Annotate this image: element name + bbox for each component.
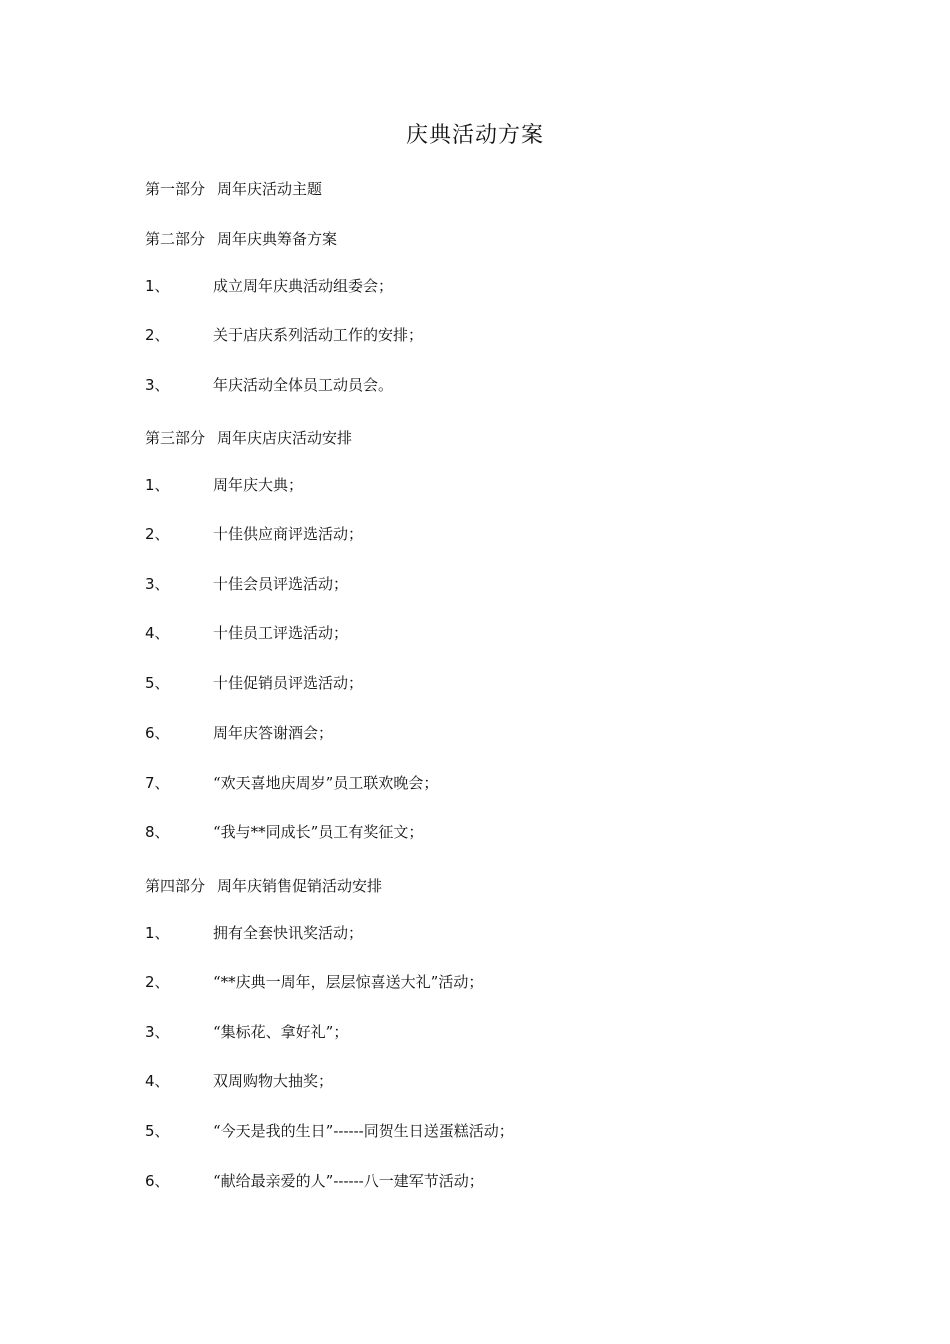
list-item bbox=[145, 1121, 514, 1141]
section-title: 周年庆活动主题 bbox=[217, 180, 323, 198]
list-item-text: “献给最亲爱的人”------八一建军节活动； bbox=[213, 1172, 484, 1190]
list-item-number: 1、 bbox=[145, 476, 170, 494]
list-item-number: 6、 bbox=[145, 724, 170, 742]
list-item-number: 4、 bbox=[145, 1072, 170, 1090]
list-item-number: 8、 bbox=[145, 823, 170, 841]
list-item-number: 2、 bbox=[145, 973, 170, 991]
list-item-text: 十佳供应商评选活动； bbox=[213, 525, 364, 543]
section-number: 第三部分 bbox=[145, 429, 206, 447]
section-heading-2 bbox=[145, 229, 337, 249]
list-item bbox=[145, 276, 393, 296]
section-title: 周年庆典筹备方案 bbox=[217, 230, 338, 248]
list-item-text: 成立周年庆典活动组委会； bbox=[213, 277, 394, 295]
list-item-number: 1、 bbox=[145, 924, 170, 942]
list-item bbox=[145, 1022, 348, 1042]
section-number: 第二部分 bbox=[145, 230, 206, 248]
list-item-text: 年庆活动全体员工动员会。 bbox=[213, 376, 394, 394]
list-item bbox=[145, 375, 393, 395]
list-item-text: “**庆典一周年，层层惊喜送大礼”活动； bbox=[213, 973, 484, 991]
list-item bbox=[145, 822, 423, 842]
list-item-number: 2、 bbox=[145, 326, 170, 344]
list-item-number: 7、 bbox=[145, 774, 170, 792]
list-item-text: 关于店庆系列活动工作的安排； bbox=[213, 326, 424, 344]
list-item bbox=[145, 723, 333, 743]
list-item bbox=[145, 524, 363, 544]
list-item-number: 5、 bbox=[145, 1122, 170, 1140]
list-item-text: “欢天喜地庆周岁”员工联欢晚会； bbox=[213, 774, 439, 792]
list-item-text: 双周购物大抽奖； bbox=[213, 1072, 334, 1090]
list-item-number: 6、 bbox=[145, 1172, 170, 1190]
list-item-number: 2、 bbox=[145, 525, 170, 543]
list-item bbox=[145, 623, 348, 643]
section-number: 第一部分 bbox=[145, 180, 206, 198]
section-number: 第四部分 bbox=[145, 877, 206, 895]
list-item-number: 4、 bbox=[145, 624, 170, 642]
list-item-text: 十佳员工评选活动； bbox=[213, 624, 349, 642]
list-item bbox=[145, 673, 363, 693]
list-item bbox=[145, 1071, 333, 1091]
list-item-text: 周年庆大典； bbox=[213, 476, 304, 494]
list-item-text: 十佳促销员评选活动； bbox=[213, 674, 364, 692]
list-item-number: 5、 bbox=[145, 674, 170, 692]
list-item bbox=[145, 923, 363, 943]
list-item bbox=[145, 475, 303, 495]
list-item-text: 拥有全套快讯奖活动； bbox=[213, 924, 364, 942]
list-item bbox=[145, 325, 423, 345]
list-item-text: 十佳会员评选活动； bbox=[213, 575, 349, 593]
list-item-number: 3、 bbox=[145, 1023, 170, 1041]
list-item-number: 3、 bbox=[145, 575, 170, 593]
list-item bbox=[145, 1171, 484, 1191]
document-title: 庆典活动方案 bbox=[405, 123, 544, 148]
list-item-number: 3、 bbox=[145, 376, 170, 394]
section-title: 周年庆店庆活动安排 bbox=[217, 429, 353, 447]
list-item-text: “今天是我的生日”------同贺生日送蛋糕活动； bbox=[213, 1122, 514, 1140]
list-item-number: 1、 bbox=[145, 277, 170, 295]
list-item bbox=[145, 574, 348, 594]
list-item bbox=[145, 972, 483, 992]
list-item-text: “集标花、拿好礼”； bbox=[213, 1023, 349, 1041]
list-item-text: 周年庆答谢酒会； bbox=[213, 724, 334, 742]
list-item bbox=[145, 773, 438, 793]
list-item-text: “我与**同成长”员工有奖征文； bbox=[213, 823, 424, 841]
section-heading-3 bbox=[145, 428, 352, 448]
section-heading-1 bbox=[145, 179, 322, 199]
section-heading-4 bbox=[145, 876, 382, 896]
section-title: 周年庆销售促销活动安排 bbox=[217, 877, 383, 895]
